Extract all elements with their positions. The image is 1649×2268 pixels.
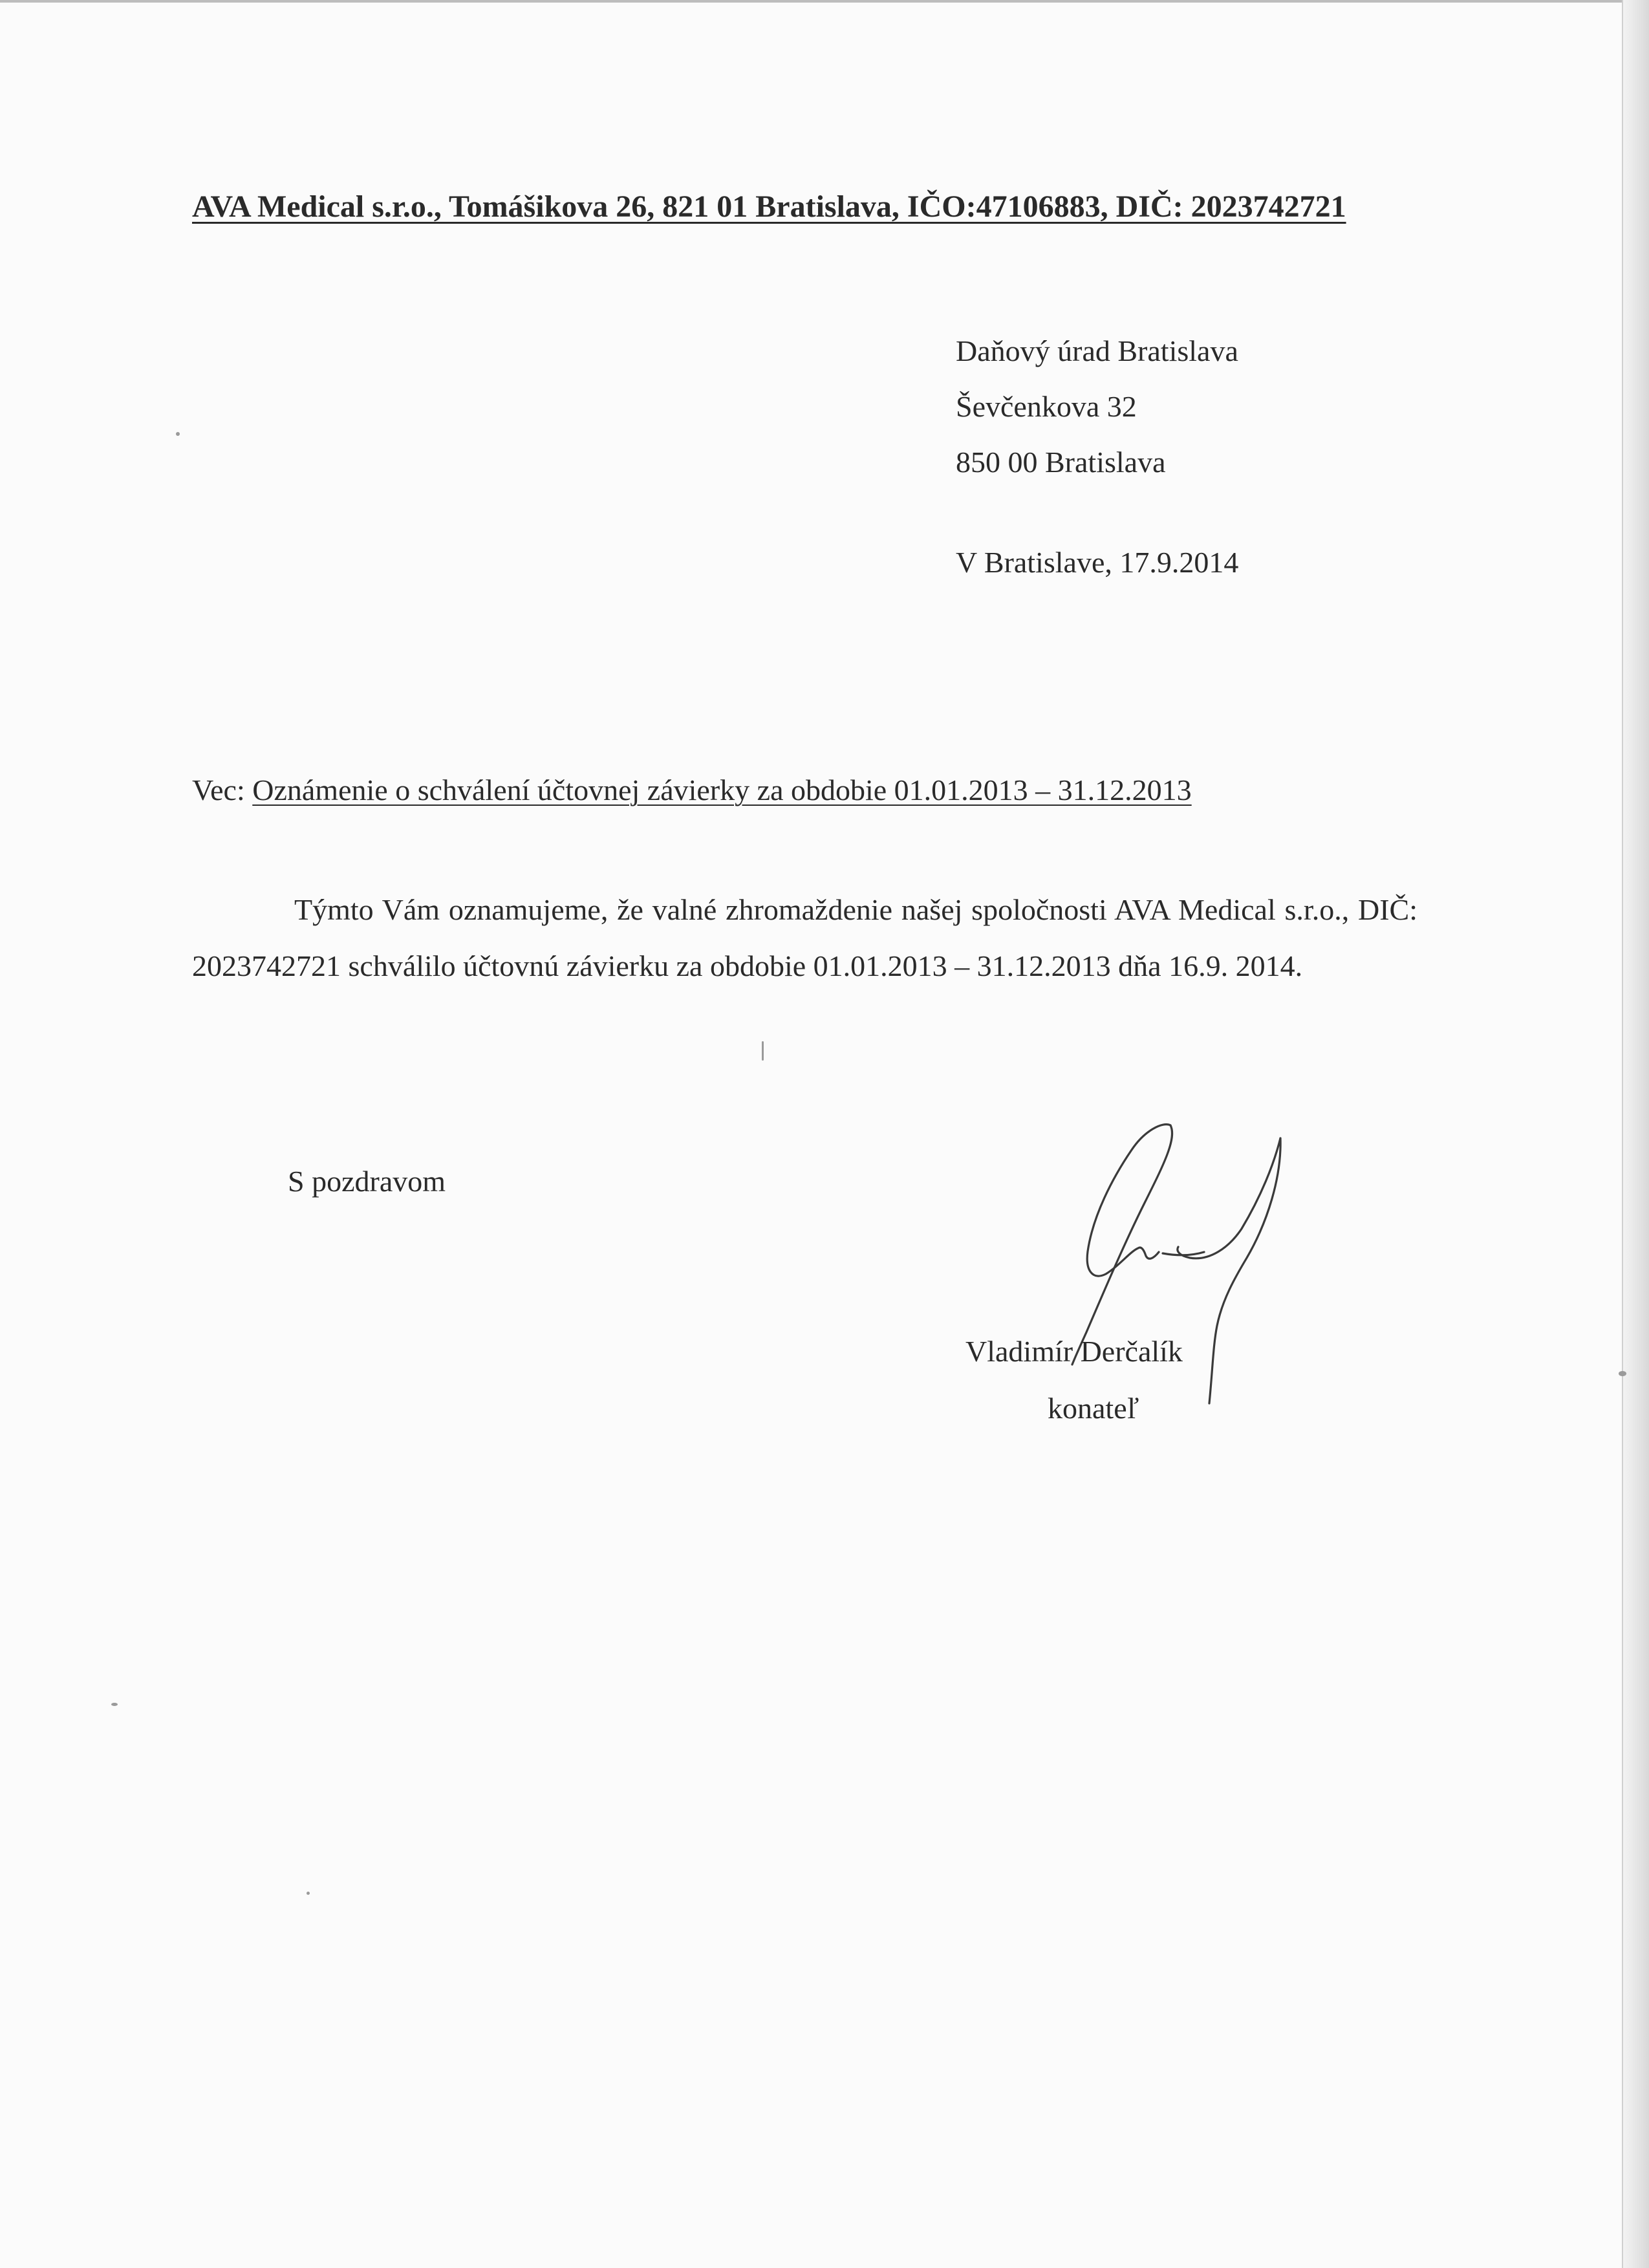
scan-speck: [176, 432, 180, 436]
recipient-name: Daňový úrad Bratislava: [956, 334, 1238, 367]
signer-name: Vladimír Derčalík: [965, 1335, 1183, 1368]
recipient-city: 850 00 Bratislava: [956, 446, 1166, 479]
place-and-date: V Bratislave, 17.9.2014: [956, 546, 1239, 579]
closing-greeting: S pozdravom: [288, 1165, 446, 1198]
subject-label: Vec:: [192, 773, 253, 806]
body-paragraph: Týmto Vám oznamujeme, že valné zhromaždenie našej spoločnosti AVA Medical s.r.o., DIČ: 2023742721 schválilo účtovnú závierku za obdobie 01.01.2013 – 31.12.2013 dňa 16.9. 2014.: [192, 893, 1417, 982]
company-header: AVA Medical s.r.o., Tomášikova 26, 821 01 Bratislava, IČO:47106883, DIČ: 2023742721: [192, 189, 1346, 224]
scan-speck: [1619, 1371, 1626, 1376]
subject-text: Oznámenie o schválení účtovnej závierky za obdobie 01.01.2013 – 31.12.2013: [252, 773, 1192, 806]
scan-right-edge: [1622, 0, 1649, 2268]
recipient-address: [956, 323, 1238, 490]
scan-right-edge-line: [1622, 0, 1623, 2268]
scan-speck: [307, 1892, 310, 1895]
scan-speck: [111, 1703, 118, 1706]
subject-line: [192, 773, 1192, 807]
scan-speck: [762, 1041, 764, 1061]
scan-top-edge: [0, 0, 1649, 3]
signer-role: konateľ: [1048, 1392, 1139, 1425]
recipient-street: Ševčenkova 32: [956, 390, 1137, 423]
handwritten-signature: [1015, 1119, 1326, 1416]
